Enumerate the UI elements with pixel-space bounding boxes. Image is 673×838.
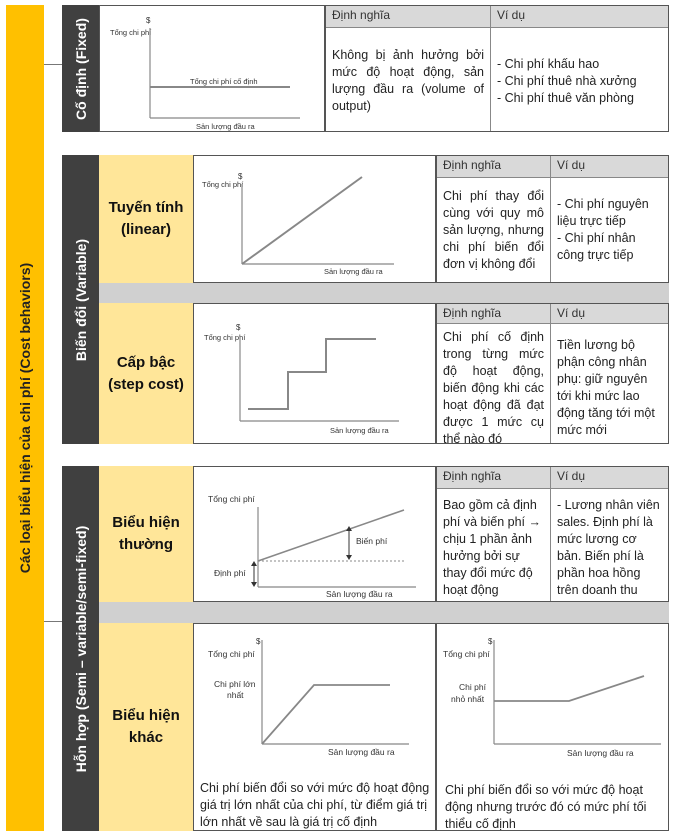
connector-fixed	[44, 64, 62, 65]
fixed-example-item: - Chi phí thuê nhà xưởng	[497, 74, 637, 88]
linear-label-1: Tuyến tính	[108, 199, 184, 216]
fixed-chart-y-unit: $	[146, 16, 151, 25]
linear-chart-y-label: Tổng chi phí	[202, 180, 244, 189]
fixed-label: Cố định (Fixed)	[72, 17, 89, 120]
normal-label-2: thường	[118, 536, 173, 553]
fixed-table	[325, 5, 669, 132]
normal-example-header: Ví dụ	[551, 467, 668, 489]
linear-example-header: Ví dụ	[551, 156, 668, 178]
normal-label-box	[99, 466, 193, 602]
normal-definition: Bao gồm cả định phí và biến phí → chịu 1 phần ảnh hưởng bởi sự thay đổi mức độ hoạt động	[437, 489, 551, 601]
step-label-2: (step cost)	[108, 375, 184, 393]
step-definition-header: Định nghĩa	[437, 304, 551, 324]
main-title: Các loại biểu hiện của chi phí (Cost behaviors)	[17, 262, 33, 574]
fixed-definition-header: Định nghĩa	[326, 6, 491, 28]
other-chart2-y-unit: $	[488, 637, 493, 646]
normal-chart-fixed-arrow-up	[251, 561, 257, 566]
other-chart2-y-label: Tổng chi phí	[443, 649, 490, 659]
linear-example-item: - Chi phí nguyên liệu trực tiếp	[557, 197, 649, 228]
linear-chart-y-unit: $	[238, 172, 243, 181]
step-chart-panel	[193, 303, 436, 444]
other-chart1-max-label-1: Chi phí lớn	[214, 679, 256, 689]
normal-definition-header: Định nghĩa	[437, 467, 551, 489]
fixed-chart-line-label: Tổng chi phí cố định	[190, 77, 258, 86]
fixed-chart-panel	[99, 5, 325, 132]
other-chart2	[437, 624, 668, 774]
mixed-label: Hỗn hợp (Semi – variable/semi-fixed)	[72, 525, 89, 772]
linear-chart-panel	[193, 155, 436, 283]
other-chart2-cost-line	[494, 676, 644, 701]
other-label-box	[99, 623, 193, 831]
other-chart1-max-label-2: nhất	[227, 690, 244, 700]
normal-chart-x-label: Sản lượng đầu ra	[326, 589, 393, 599]
fixed-examples	[491, 28, 668, 131]
linear-definition: Chi phí thay đổi cùng với quy mô sản lượng, nhưng chi phí biến đổi đơn vị không đổi	[437, 178, 551, 282]
variable-label: Biến đổi (Variable)	[72, 238, 89, 361]
fixed-chart-y-label: Tổng chi phí	[110, 28, 152, 37]
other-chart1-panel	[193, 623, 436, 831]
step-label-box	[99, 303, 193, 444]
step-label-1: Cấp bậc	[116, 353, 176, 371]
other-chart1-y-label: Tổng chi phí	[208, 649, 255, 659]
mixed-section-label	[62, 466, 99, 831]
variable-section-label	[62, 155, 99, 444]
other-chart1-y-unit: $	[256, 637, 261, 646]
normal-label-1: Biểu hiện	[112, 514, 180, 531]
step-chart	[194, 304, 435, 443]
other-label-2: khác	[128, 729, 164, 746]
linear-chart-cost-line	[242, 177, 362, 264]
other-label-1: Biểu hiện	[112, 707, 180, 724]
normal-chart-panel	[193, 466, 436, 602]
linear-label-box	[99, 155, 193, 283]
other-caption1: Chi phí biến đổi so với mức độ hoạt động giá trị lớn nhất của chi phí, từ điểm giá trị lớn nhất về sau là giá trị cố định	[200, 781, 430, 829]
normal-chart-fixed-label: Định phí	[214, 568, 246, 578]
other-chart1	[194, 624, 435, 774]
step-examples	[551, 324, 668, 443]
linear-chart	[194, 156, 435, 282]
linear-label-2: (linear)	[120, 221, 171, 238]
fixed-example-header: Ví dụ	[491, 6, 668, 28]
other-chart2-panel	[436, 623, 669, 831]
connector-mixed	[44, 621, 62, 622]
fixed-definition: Không bị ảnh hưởng bởi mức độ hoạt động, sản lượng đầu ra (volume of output)	[326, 28, 491, 131]
main-title-bar	[6, 5, 44, 831]
other-chart1-cost-line	[262, 685, 390, 744]
fixed-chart-x-label: Sản lượng đầu ra	[196, 122, 255, 131]
normal-chart	[194, 467, 435, 601]
fixed-section-label	[62, 5, 99, 132]
fixed-chart	[100, 6, 324, 131]
linear-definition-header: Định nghĩa	[437, 156, 551, 178]
other-chart2-min-label-2: nhỏ nhất	[451, 694, 485, 704]
other-caption2: Chi phí biến đổi so với mức độ hoạt động nhưng trước đó có mức phí tối thiểu cố định	[445, 783, 647, 831]
linear-chart-x-label: Sản lượng đầu ra	[324, 267, 383, 276]
normal-examples	[551, 489, 668, 601]
fixed-example-item: - Chi phí thuê văn phòng	[497, 91, 634, 105]
step-example-item: Tiền lương bộ phận công nhân phụ: giữ nguyên tới khi mức lao động tăng tới một mức mới	[557, 338, 655, 437]
step-chart-cost-line	[248, 339, 376, 409]
normal-table	[436, 466, 669, 602]
step-table	[436, 303, 669, 444]
linear-example-item: - Chi phí nhân công trực tiếp	[557, 231, 636, 262]
normal-chart-variable-label: Biến phí	[356, 536, 388, 546]
linear-examples	[551, 178, 668, 282]
step-chart-x-label: Sản lượng đầu ra	[330, 426, 389, 435]
step-definition: Chi phí cố định trong từng mức độ hoạt động, biến động khi các hoạt động đã đạt được 1 mức cụ thể nào đó	[437, 324, 551, 443]
normal-example-item: - Lương nhân viên sales. Định phí là mức lương cơ bản. Biến phí là phần hoa hồng trên doanh thu	[557, 498, 660, 597]
normal-chart-fixed-arrow-down	[251, 582, 257, 587]
other-chart1-x-label: Sản lượng đầu ra	[328, 747, 395, 757]
other-chart2-min-label-1: Chi phí	[459, 682, 486, 692]
step-chart-y-unit: $	[236, 323, 241, 332]
normal-chart-y-label: Tổng chi phí	[208, 494, 255, 504]
linear-table	[436, 155, 669, 283]
other-chart2-x-label: Sản lượng đầu ra	[567, 748, 634, 758]
step-example-header: Ví dụ	[551, 304, 668, 324]
normal-chart-arrow-head-down	[346, 555, 352, 560]
step-chart-y-label: Tổng chi phí	[204, 333, 246, 342]
fixed-example-item: - Chi phí khấu hao	[497, 57, 600, 71]
